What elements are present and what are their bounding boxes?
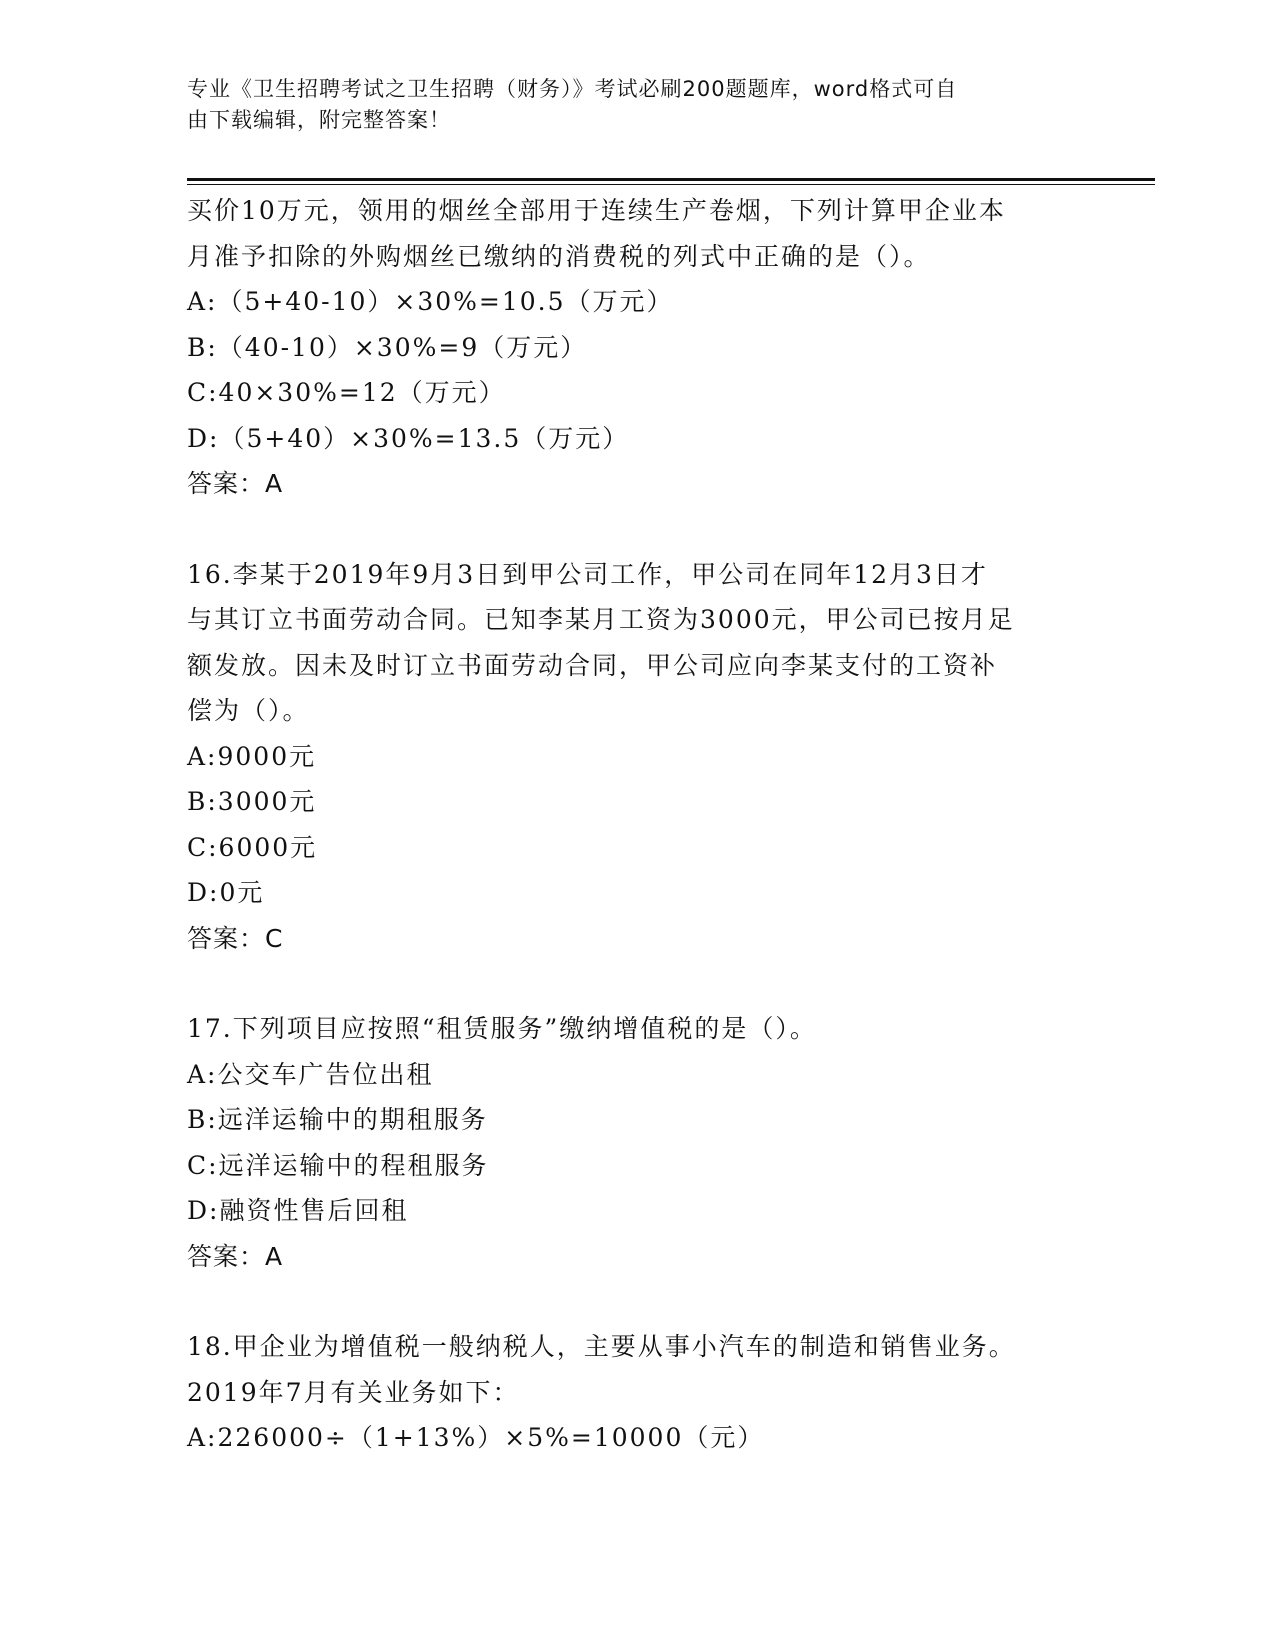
answer: 答案：A (187, 469, 284, 498)
document-body (187, 188, 1087, 1506)
option-a: A:226000÷（1+13%）×5%=10000（元） (187, 1423, 765, 1452)
option-b: B:远洋运输中的期租服务 (187, 1105, 488, 1134)
option-a: A:（5+40-10）×30%=10.5（万元） (187, 287, 674, 316)
option-a: A:9000元 (187, 741, 317, 771)
option-c: C:远洋运输中的程租服务 (187, 1150, 489, 1180)
option-c: C:6000元 (187, 832, 318, 862)
question-16 (187, 552, 1087, 962)
question-stem-line: 月准予扣除的外购烟丝已缴纳的消费税的列式中正确的是（）。 (187, 241, 931, 271)
answer: 答案：A (187, 1241, 284, 1271)
header-divider-thick (187, 178, 1155, 181)
question-15 (187, 188, 1087, 507)
question-17 (187, 1006, 1087, 1279)
document-header: 专业《卫生招聘考试之卫生招聘（财务）》考试必刷200题题库，word格式可自 由下载编辑，附完整答案！ (187, 77, 958, 132)
option-b: B:3000元 (187, 787, 317, 816)
question-stem-line: 买价10万元，领用的烟丝全部用于连续生产卷烟，下列计算甲企业本 (187, 196, 1006, 225)
question-stem-line: 与其订立书面劳动合同。已知李某月工资为3000元，甲公司已按月足 (187, 605, 1015, 634)
option-b: B:（40-10）×30%=9（万元） (187, 332, 588, 362)
question-stem-line: 2019年7月有关业务如下： (187, 1377, 520, 1407)
option-d: D:融资性售后回租 (187, 1196, 409, 1225)
option-d: D:（5+40）×30%=13.5（万元） (187, 423, 630, 453)
question-stem-line: 偿为（）。 (187, 696, 310, 725)
question-stem-line: 18.甲企业为增值税一般纳税人，主要从事小汽车的制造和销售业务。 (187, 1332, 1016, 1361)
question-stem-line: 16.李某于2019年9月3日到甲公司工作，甲公司在同年12月3日才 (187, 559, 988, 589)
option-d: D:0元 (187, 878, 265, 907)
option-c: C:40×30%=12（万元） (187, 378, 506, 407)
answer: 答案：C (187, 923, 284, 953)
header-divider-thin (187, 184, 1155, 185)
option-a: A:公交车广告位出租 (187, 1059, 434, 1089)
question-stem-line: 17.下列项目应按照“租赁服务”缴纳增值税的是（）。 (187, 1014, 817, 1043)
question-stem-line: 额发放。因未及时订立书面劳动合同，甲公司应向李某支付的工资补 (187, 650, 998, 680)
question-18 (187, 1324, 1087, 1461)
